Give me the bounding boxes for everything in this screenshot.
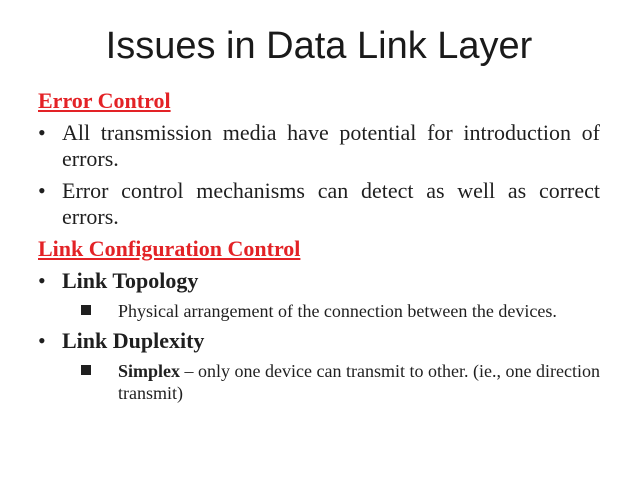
section-heading-error-control: Error Control [38, 88, 171, 113]
term-simplex: Simplex [118, 361, 181, 381]
section-heading-link-configuration-control: Link Configuration Control [38, 236, 301, 261]
bullet-item-link-duplexity [38, 328, 600, 354]
sub-bullet-text [118, 360, 600, 404]
bullet-dot-icon: • [38, 328, 46, 353]
bullet-item [38, 178, 600, 230]
term-description: – only one device can transmit to other. (ie., one direction transmit) [118, 361, 600, 403]
bullet-item [38, 120, 600, 172]
slide-title: Issues in Data Link Layer [105, 25, 533, 67]
slide-content [38, 88, 600, 410]
bullet-text: Error control mechanisms can detect as well as correct errors. [62, 178, 600, 229]
bullet-text: All transmission media have potential for introduction of errors. [62, 120, 600, 171]
bullet-dot-icon: • [38, 178, 46, 203]
bullet-dot-icon: • [38, 268, 46, 293]
bullet-dot-icon: • [38, 120, 46, 145]
topic-label: Link Duplexity [62, 328, 205, 353]
bullet-item-link-topology [38, 268, 600, 294]
topic-label: Link Topology [62, 268, 199, 293]
sub-bullet-text: Physical arrangement of the connection between the devices. [118, 301, 557, 321]
sub-bullet-item [38, 360, 600, 404]
square-bullet-icon [81, 365, 91, 375]
square-bullet-icon [81, 305, 91, 315]
sub-bullet-item [38, 300, 600, 322]
